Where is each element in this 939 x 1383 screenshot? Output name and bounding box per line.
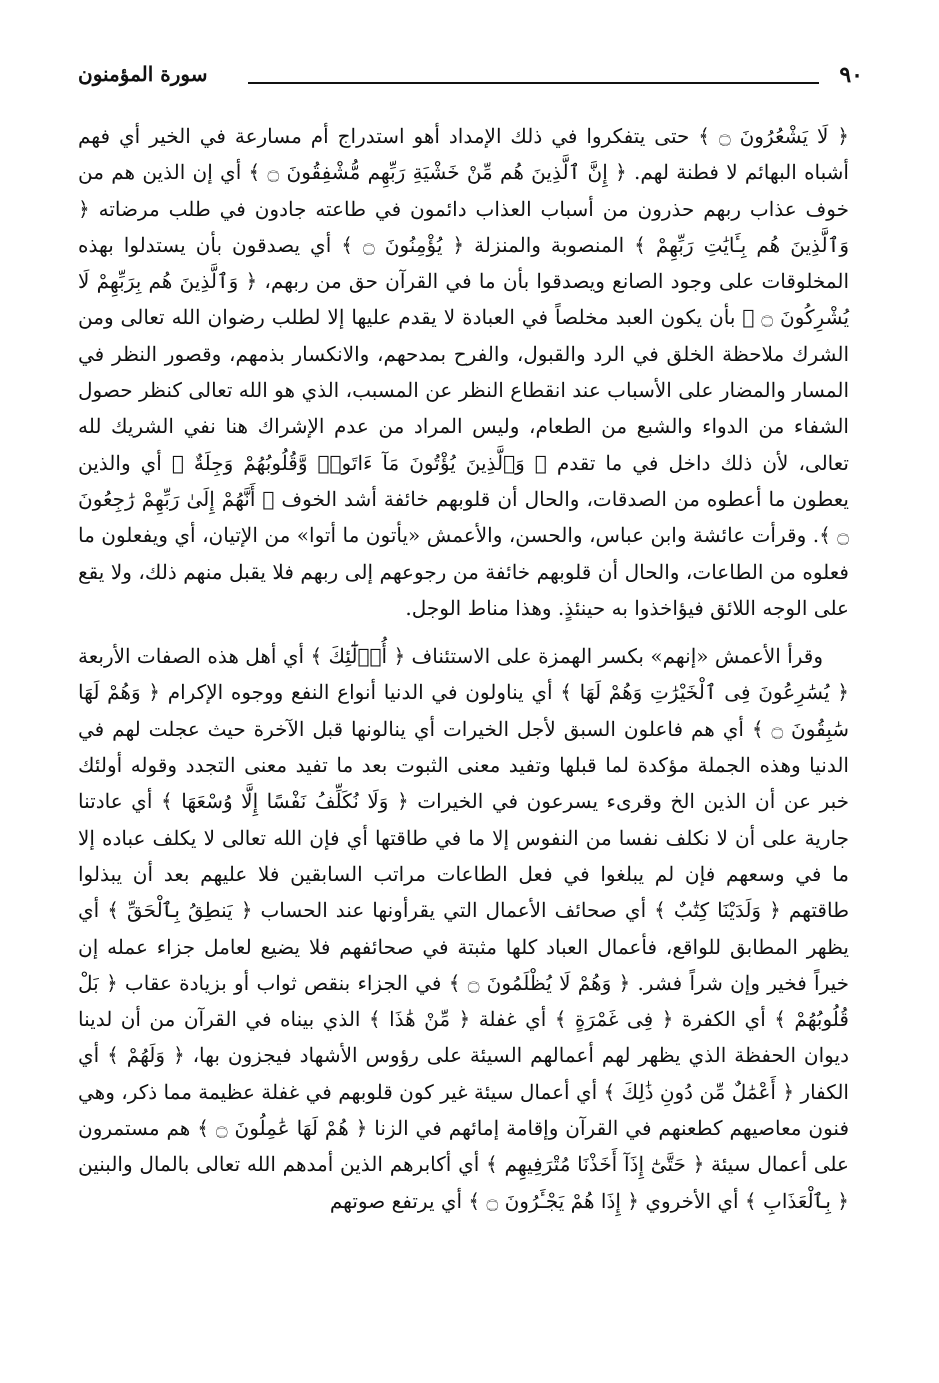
surah-title: سورة المؤمنون	[78, 62, 208, 86]
header-rule	[248, 82, 819, 84]
page-header	[78, 60, 863, 94]
page-number: ٩٠	[839, 62, 863, 88]
page-body	[78, 118, 849, 1219]
paragraph-1: ﴿ لَا يَشْعُرُونَ ۝ ﴾ حتى يتفكروا في ذلك الإمداد أهو استدراج أم مسارعة في الخير أي فهم أشباه البهائم لا فطنة لهم. ﴿ إِنَّ ٱلَّذِينَ هُم مِّنْ خَشْيَةِ رَبِّهِم مُّشْفِقُونَ ۝ ﴾ أي إن الذين هم من خوف عذاب ربهم حذرون من أسباب العذاب دائمون في طاعته جادون في طلب مرضاته ﴿ وَٱلَّذِينَ هُم بِـَٔايَٰتِ رَبِّهِمْ ﴾ المنصوبة والمنزلة ﴿ يُؤْمِنُونَ ۝ ﴾ أي يصدقون بأن يستدلوا بهذه المخلوقات على وجود الصانع ويصدقوا بأن ما في القرآن حق من ربهم، ﴿ وَٱلَّذِينَ هُم بِرَبِّهِمْ لَا يُشْرِكُونَ ۝ ﴾ بأن يكون العبد مخلصاً في العبادة لا يقدم عليها إلا لطلب رضوان الله تعالى ومن الشرك ملاحظة الخلق في الرد والقبول، والفرح بمدحهم، والانكسار بذمهم، وقصور النظر في المسار والمضار على الأسباب عند انقطاع النظر عن المسبب، الذي هو الله تعالى كنظر حصول الشفاء من الدواء والشبع من الطعام، وليس المراد من عدم الإشراك هنا نفي الشريك لله تعالى، لأن ذلك داخل في ما تقدم ﴿ وَٱلَّذِينَ يُؤْتُونَ مَآ ءَاتَوا۟ وَّقُلُوبُهُمْ وَجِلَةٌ ﴾ أي والذين يعطون ما أعطوه من الصدقات، والحال أن قلوبهم خائفة أشد الخوف ﴿ أَنَّهُمْ إِلَىٰ رَبِّهِمْ رَٰجِعُونَ ۝ ﴾. وقرأت عائشة وابن عباس، والحسن، والأعمش «يأتون ما أتوا» من الإتيان، أي ويفعلون ما فعلوه من الطاعات، والحال أن قلوبهم خائفة من رجوعهم إلى ربهم فلا يقبل منهم ذلك، ولا يقع على الوجه اللائق فيؤاخذوا به حينئذٍ. وهذا مناط الوجل.	[78, 124, 850, 620]
paragraph-2: وقرأ الأعمش «إنهم» بكسر الهمزة على الاستئناف ﴿ أُو۟لَٰٓئِكَ ﴾ أي أهل هذه الصفات الأربعة ﴿ يُسَٰرِعُونَ فِى ٱلْخَيْرَٰتِ وَهُمْ لَهَا ﴾ أي يناولون في الدنيا أنواع النفع ووجوه الإكرام ﴿ وَهُمْ لَهَا سَٰبِقُونَ ۝ ﴾ أي هم فاعلون السبق لأجل الخيرات أي ينالونها قبل الآخرة حيث عجلت لهم في الدنيا وهذه الجملة مؤكدة لما قبلها وتفيد معنى الثبوت بعد ما تفيد معنى التجدد وقوله أولئك خبر عن أن الذين الخ وقرىء يسرعون في الخيرات ﴿ وَلَا نُكَلِّفُ نَفْسًا إِلَّا وُسْعَهَا ﴾ أي عادتنا جارية على أن لا نكلف نفسا من النفوس إلا ما في طاقتها أي فإن الله تعالى لا يكلف عباده إلا ما في وسعهم فإن لم يبلغوا في فعل الطاعات مراتب السابقين فلا عليهم بعد أن يبذلوا طاقتهم ﴿ وَلَدَيْنَا كِتَٰبٌ ﴾ أي صحائف الأعمال التي يقرأونها عند الحساب ﴿ يَنطِقُ بِٱلْحَقِّ ﴾ أي يظهر المطابق للواقع، فأعمال العباد كلها مثبتة في صحائفهم فلا يضيع لعامل جزاء عمله إن خيراً فخير وإن شراً فشر. ﴿ وَهُمْ لَا يُظْلَمُونَ ۝ ﴾ في الجزاء بنقص ثواب أو بزيادة عقاب ﴿ بَلْ قُلُوبُهُمْ ﴾ أي الكفرة ﴿ فِى غَمْرَةٍ ﴾ أي غفلة ﴿ مِّنْ هَٰذَا ﴾ الذي بيناه في القرآن من أن لدينا ديوان الحفظة الذي يظهر لهم أعمالهم السيئة على رؤوس الأشهاد فيجزون بها، ﴿ وَلَهُمْ ﴾ أي الكفار ﴿ أَعْمَٰلٌ مِّن دُونِ ذَٰلِكَ ﴾ أي أعمال سيئة غير كون قلوبهم في غفلة عظيمة مما ذكر، وهي فنون معاصيهم كطعنهم في القرآن وإقامة إمائهم في الزنا ﴿ هُمْ لَهَا عَٰمِلُونَ ۝ ﴾ هم مستمرون على أعمال سيئة ﴿ حَتَّىٰٓ إِذَآ أَخَذْنَا مُتْرَفِيهِم ﴾ أي أكابرهم الذين أمدهم الله تعالى بالمال والبنين ﴿ بِٱلْعَذَابِ ﴾ أي الأخروي ﴿ إِذَا هُمْ يَجْـَٔرُونَ ۝ ﴾ أي يرتفع صوتهم	[78, 644, 850, 1213]
